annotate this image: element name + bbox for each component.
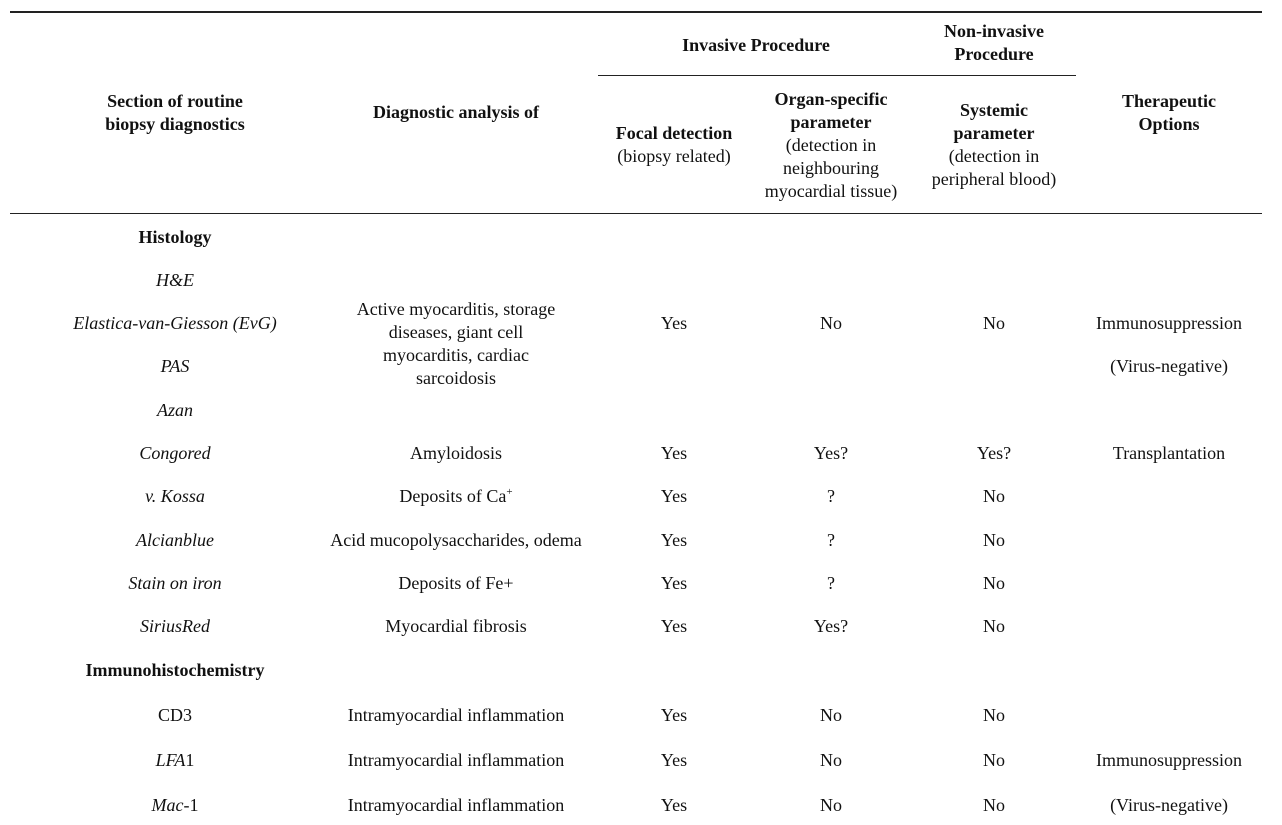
immuno-organ: No <box>820 795 842 815</box>
section-histology: Histology <box>138 227 212 247</box>
immuno-systemic: No <box>983 795 1005 815</box>
row-systemic: No <box>983 530 1005 550</box>
header-therapeutic-line1: Therapeutic <box>1122 91 1216 111</box>
header-noninvasive-line2: Procedure <box>954 44 1034 64</box>
header-organ-sub1: (detection in <box>785 135 877 155</box>
immuno-marker-suffix: -1 <box>183 795 199 815</box>
immuno-organ: No <box>820 750 842 770</box>
header-organ <box>750 88 912 203</box>
row-systemic: No <box>983 573 1005 593</box>
immuno-marker <box>40 794 310 817</box>
header-section <box>40 90 310 136</box>
header-organ-title2: parameter <box>790 112 872 132</box>
row-stain: Stain on iron <box>128 573 222 593</box>
row-systemic: No <box>983 616 1005 636</box>
immuno-marker-name: Mac <box>151 795 184 815</box>
row-systemic: No <box>983 486 1005 506</box>
header-therapeutic-line2: Options <box>1138 114 1200 134</box>
immuno-organ: No <box>820 705 842 725</box>
header-invasive-group: Invasive Procedure <box>682 35 830 55</box>
row-diagnosis: Amyloidosis <box>409 443 502 463</box>
row-stain: Alcianblue <box>136 530 214 550</box>
immuno-systemic: No <box>983 750 1005 770</box>
histology-therapy-1: Immunosuppression <box>1096 313 1242 333</box>
histology-diagnosis-line1: Active myocarditis, storage <box>356 299 556 319</box>
row-focal: Yes <box>660 573 688 593</box>
header-section-line1: Section of routine <box>107 91 243 111</box>
row-focal: Yes <box>660 486 688 506</box>
histology-diagnosis-line3: myocarditis, cardiac <box>383 345 529 365</box>
header-bottom-rule <box>10 213 1262 214</box>
immuno-diagnosis: Intramyocardial inflammation <box>347 750 565 770</box>
row-diagnosis: Acid mucopolysaccharides, odema <box>330 530 582 550</box>
histology-systemic: No <box>983 313 1005 333</box>
immuno-diagnosis: Intramyocardial inflammation <box>347 705 565 725</box>
header-systemic-title1: Systemic <box>960 100 1028 120</box>
histology-therapy-2: (Virus-negative) <box>1110 356 1228 376</box>
stain-azan: Azan <box>157 400 193 420</box>
header-systemic <box>912 99 1076 191</box>
row-stain: Congored <box>139 443 211 463</box>
immuno-focal: Yes <box>660 750 688 770</box>
header-focal-title: Focal detection <box>615 123 733 143</box>
row-focal: Yes <box>660 530 688 550</box>
row-focal: Yes <box>660 616 688 636</box>
immuno-therapy: (Virus-negative) <box>1110 795 1228 815</box>
immuno-marker <box>40 749 310 772</box>
immuno-therapy: Immunosuppression <box>1096 750 1242 770</box>
row-stain: SiriusRed <box>140 616 210 636</box>
stain-he: H&E <box>156 270 194 290</box>
row-stain: v. Kossa <box>145 486 205 506</box>
header-organ-title1: Organ-specific <box>774 89 888 109</box>
header-noninvasive-group <box>912 20 1076 66</box>
immuno-focal: Yes <box>660 795 688 815</box>
row-diagnosis: Myocardial fibrosis <box>385 616 527 636</box>
section-immunohistochemistry: Immunohistochemistry <box>85 660 265 680</box>
header-diagnostic: Diagnostic analysis of <box>372 102 540 122</box>
immuno-systemic: No <box>983 705 1005 725</box>
row-organ: ? <box>827 573 835 593</box>
histology-diagnosis-line4: sarcoidosis <box>416 368 496 388</box>
stain-pas: PAS <box>160 356 190 376</box>
row-diagnosis: Deposits of Fe+ <box>398 573 514 593</box>
row-diagnosis-text: Deposits of Ca <box>399 486 507 506</box>
header-organ-sub2: neighbouring <box>783 158 879 178</box>
histology-focal: Yes <box>660 313 688 333</box>
immuno-focal: Yes <box>660 705 688 725</box>
header-systemic-title2: parameter <box>953 123 1035 143</box>
header-focal <box>600 122 748 168</box>
immuno-marker-name: LFA <box>155 750 186 770</box>
row-diagnosis <box>305 485 607 508</box>
top-rule <box>10 11 1262 13</box>
immuno-marker <box>40 704 310 727</box>
immuno-diagnosis: Intramyocardial inflammation <box>347 795 565 815</box>
stain-evg: Elastica-van-Giesson (EvG) <box>73 313 277 333</box>
row-organ: ? <box>827 486 835 506</box>
immuno-marker-suffix: 1 <box>185 750 195 770</box>
row-focal: Yes <box>660 443 688 463</box>
header-organ-sub3: myocardial tissue) <box>764 181 898 201</box>
histology-organ: No <box>820 313 842 333</box>
row-organ: ? <box>827 530 835 550</box>
header-systemic-sub1: (detection in <box>948 146 1040 166</box>
row-therapy: Transplantation <box>1112 443 1226 463</box>
immuno-marker-name: CD3 <box>157 705 192 725</box>
header-section-line2: biopsy diagnostics <box>105 114 245 134</box>
row-diagnosis-sup: + <box>506 486 513 498</box>
header-noninvasive-line1: Non-invasive <box>943 21 1044 41</box>
row-systemic: Yes? <box>976 443 1012 463</box>
row-organ: Yes? <box>813 443 849 463</box>
header-systemic-sub2: peripheral blood) <box>931 169 1057 189</box>
header-therapeutic <box>1074 90 1264 136</box>
histology-diagnosis-line2: diseases, giant cell <box>388 322 524 342</box>
header-focal-sub: (biopsy related) <box>617 146 731 166</box>
row-organ: Yes? <box>813 616 849 636</box>
group-underline-rule <box>598 75 1076 76</box>
histology-diagnosis <box>305 298 607 390</box>
